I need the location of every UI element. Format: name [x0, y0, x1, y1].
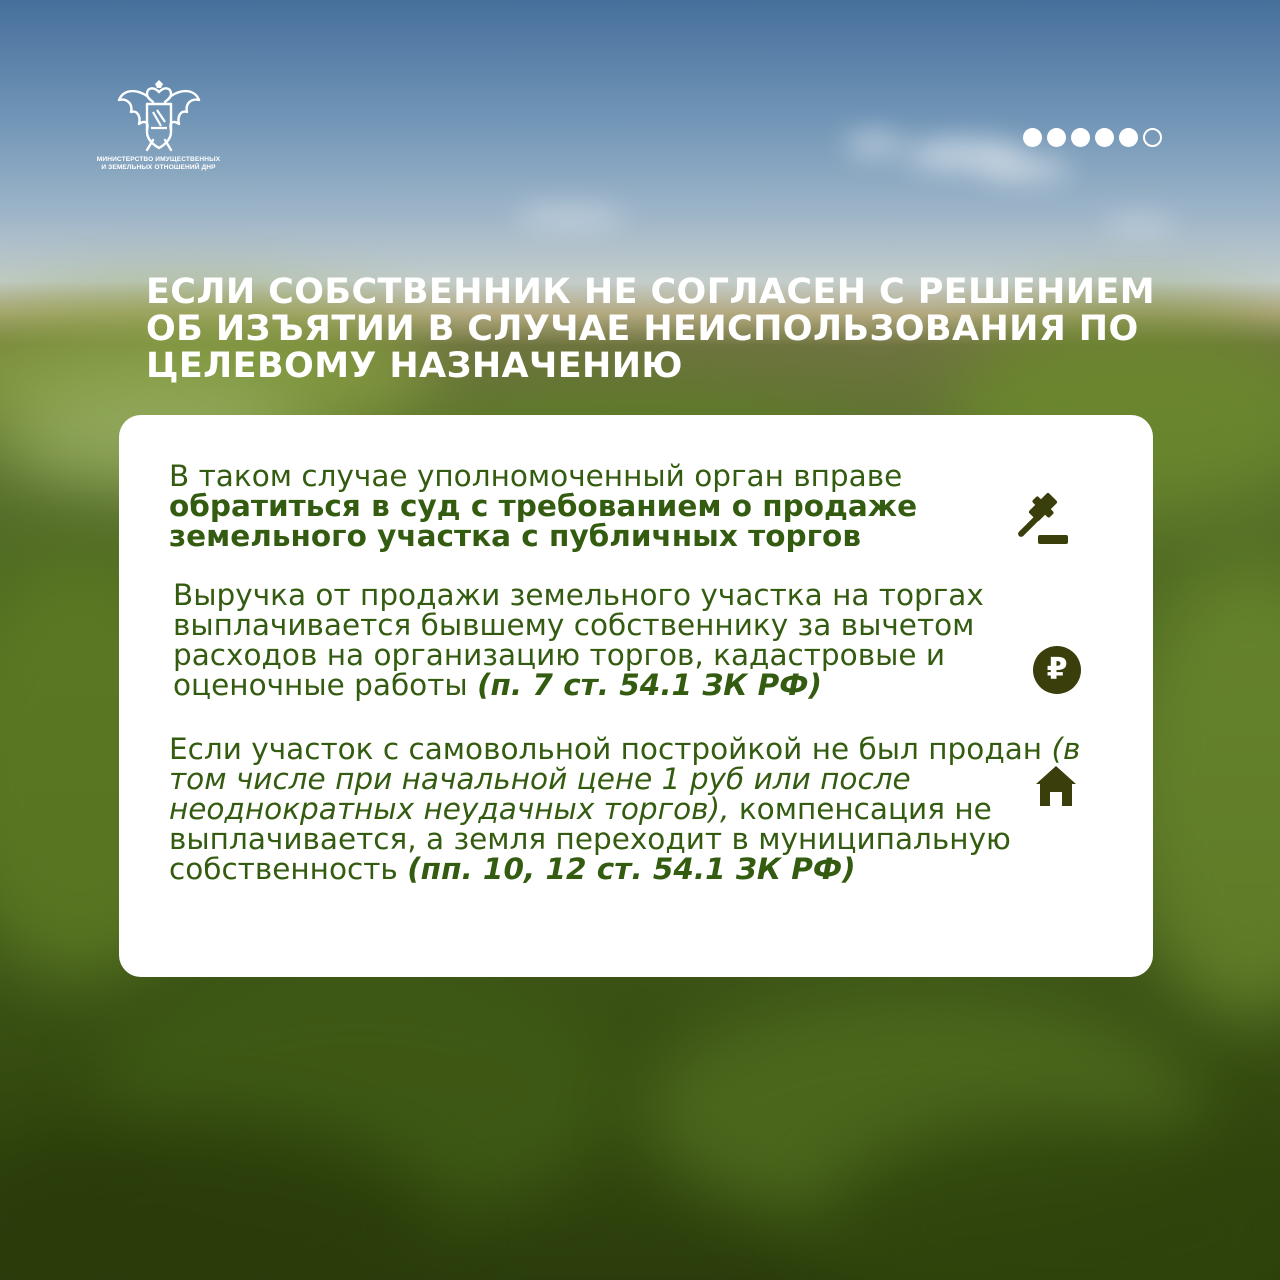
ministry-name	[86, 156, 231, 172]
page-title-line1: ЕСЛИ СОБСТВЕННИК НЕ СОГЛАСЕН С РЕШЕНИЕМ	[146, 272, 1155, 312]
court-sale-paragraph	[169, 461, 1029, 551]
unauthorized-building-paragraph	[169, 734, 1129, 884]
page-title-line2: ОБ ИЗЪЯТИИ В СЛУЧАЕ НЕИСПОЛЬЗОВАНИЯ ПО	[146, 309, 1139, 349]
proceeds-text: Выручка от продажи земельного участка на торгах выплачивается бывшему собственнику за вычетом расходов на организацию торгов, кадастровые и оценочные работы	[173, 578, 984, 702]
court-sale-text: В таком случае уполномоченный орган вправе	[169, 459, 903, 493]
slide-pager	[1023, 128, 1162, 147]
page-title-line3: ЦЕЛЕВОМУ НАЗНАЧЕНИЮ	[146, 346, 683, 386]
unauthorized-building-outcome: компенсация не выплачивается, а земля переходит в муниципальную собственность	[169, 792, 1011, 886]
pager-dot[interactable]	[1071, 128, 1090, 147]
eagle-emblem-icon	[117, 80, 201, 152]
pager-dot-current[interactable]	[1143, 128, 1162, 147]
pager-dot[interactable]	[1047, 128, 1066, 147]
page-title	[146, 274, 1166, 385]
unauthorized-building-text: Если участок с самовольной постройкой не был продан	[169, 732, 1043, 766]
proceeds-paragraph	[173, 580, 1103, 700]
court-sale-emphasis: обратиться в суд с требованием о продаже земельного участка с публичных торгов	[169, 489, 918, 553]
ministry-name-line2: И ЗЕМЕЛЬНЫХ ОТНОШЕНИЙ ДНР	[101, 164, 216, 171]
proceeds-law-reference: (п. 7 ст. 54.1 ЗК РФ)	[477, 668, 823, 702]
info-card	[119, 415, 1153, 977]
unauthorized-building-law-reference: (пп. 10, 12 ст. 54.1 ЗК РФ)	[407, 852, 856, 886]
gavel-icon	[1012, 489, 1074, 549]
ruble-icon: ₽	[1033, 646, 1081, 694]
pager-dot[interactable]	[1095, 128, 1114, 147]
unauthorized-building-note: (в том числе при начальной цене 1 руб или после неоднократных неудачных торгов),	[169, 732, 1081, 826]
ministry-name-line1: МИНИСТЕРСТВО ИМУЩЕСТВЕННЫХ	[96, 156, 221, 163]
pager-dot[interactable]	[1023, 128, 1042, 147]
ministry-logo	[86, 80, 231, 172]
house-icon	[1034, 764, 1078, 812]
pager-dot[interactable]	[1119, 128, 1138, 147]
